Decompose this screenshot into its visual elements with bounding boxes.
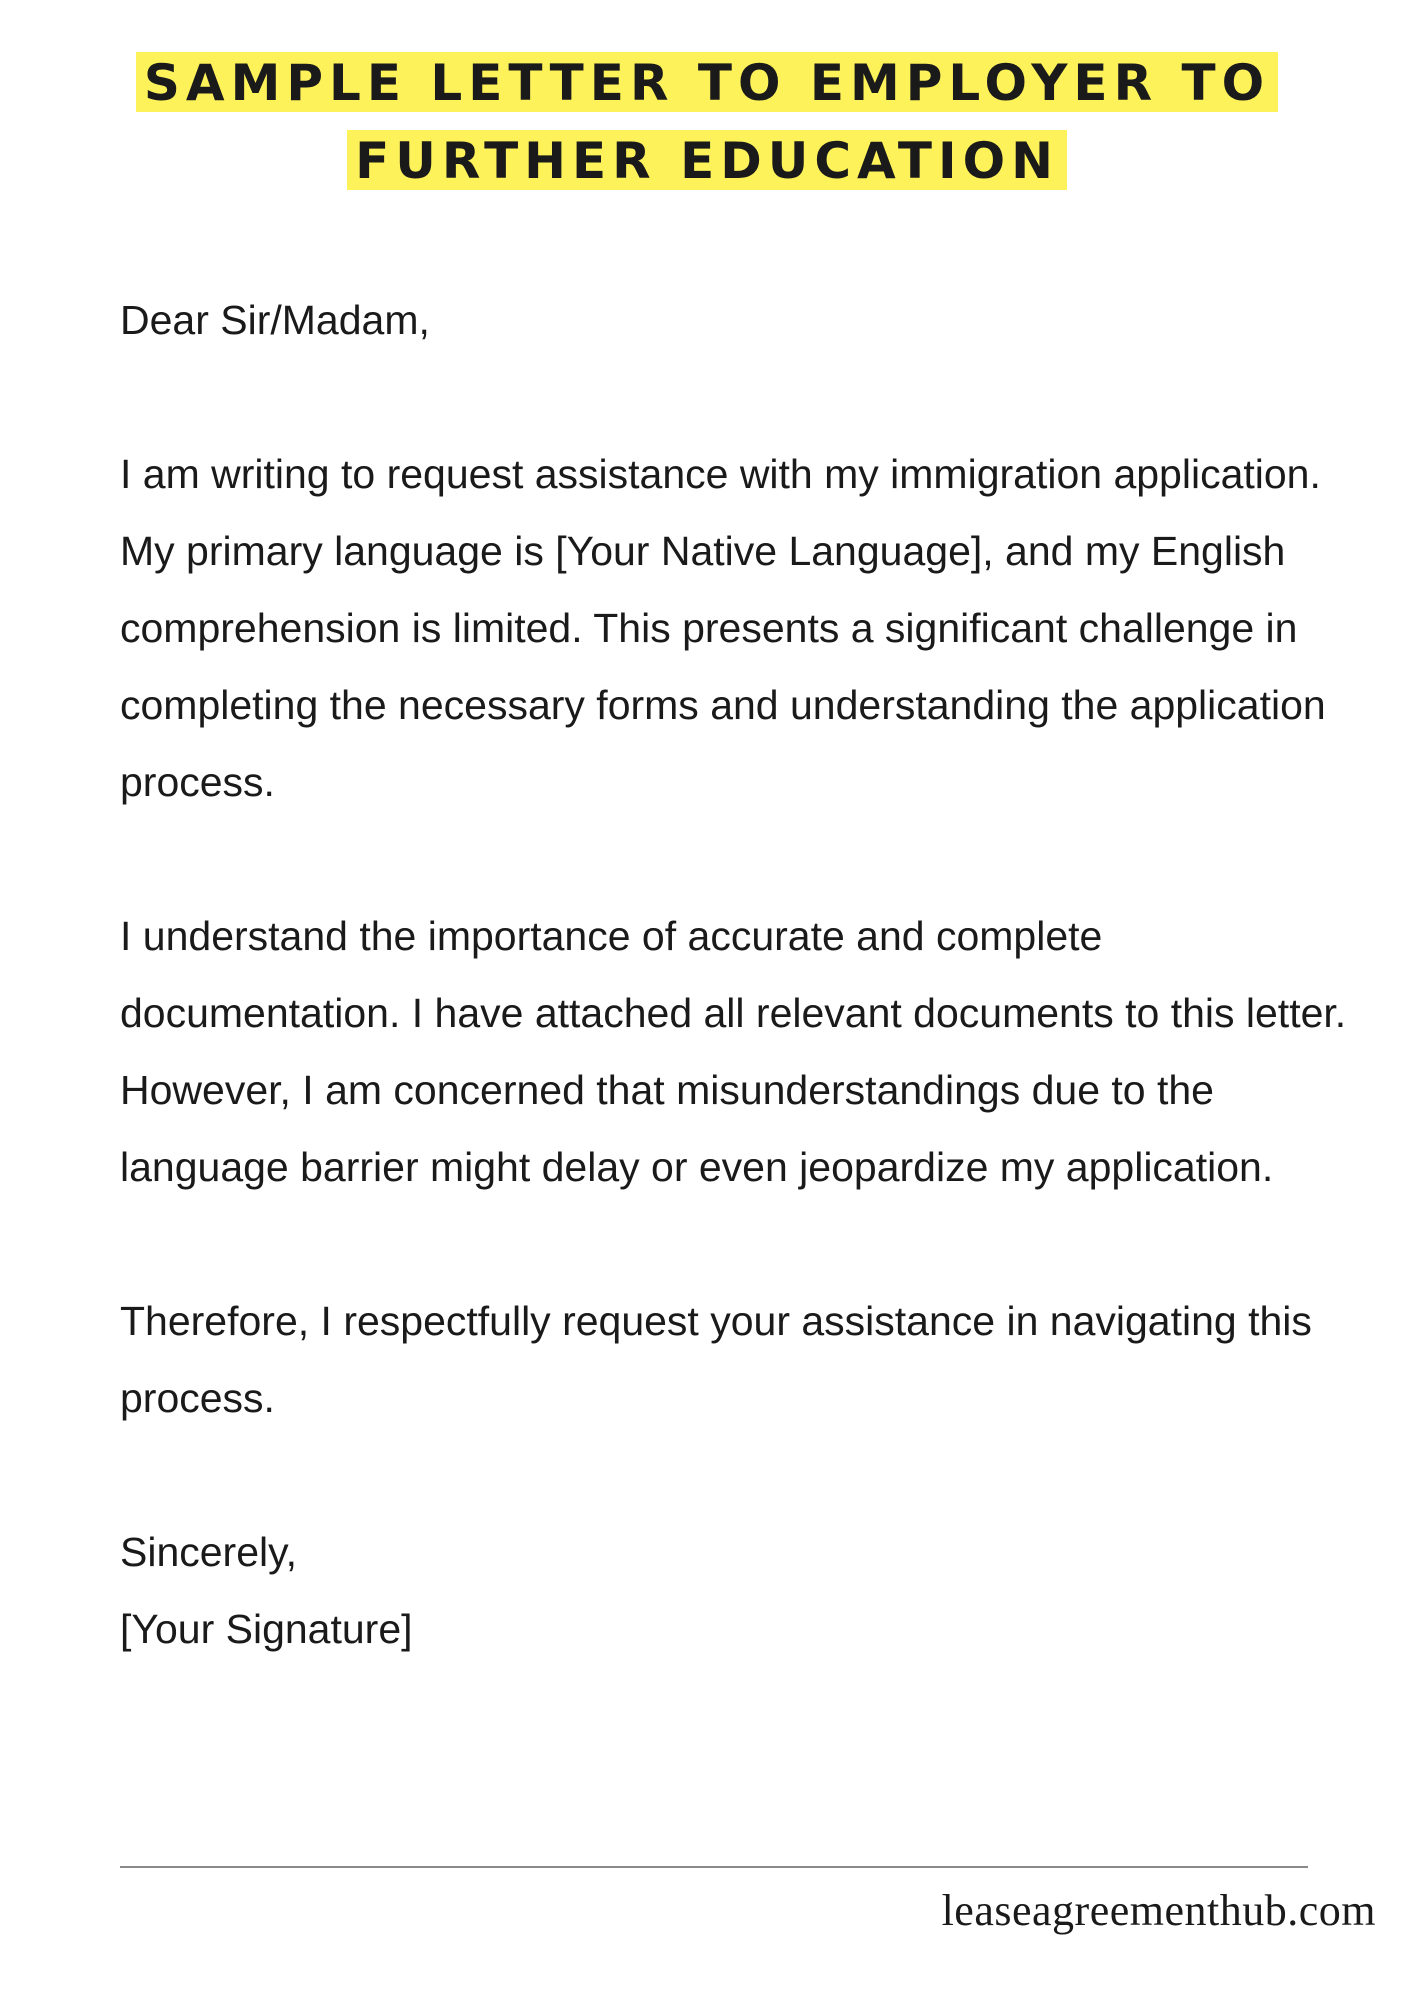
- closing-block: [120, 1514, 1360, 1668]
- paragraph-documentation: I understand the importance of accurate and complete documentation. I have attached all relevant documents to this letter. However, I am concerned that misunderstandings due to the language barrier might delay or even jeopardize my application.: [120, 913, 1347, 1190]
- footer-divider: [120, 1866, 1308, 1868]
- letter-body: [120, 282, 1360, 1668]
- paragraph-request: I am writing to request assistance with my immigration application. My primary language is [Your Native Language], and my English comprehension is limited. This presents a significant challenge in completing the necessary forms and understanding the application process.: [120, 451, 1326, 805]
- closing: Sincerely,: [120, 1529, 297, 1575]
- paragraph-closing-request: Therefore, I respectfully request your assistance in navigating this process.: [120, 1298, 1312, 1421]
- title-line-2: FURTHER EDUCATION: [347, 130, 1067, 190]
- footer-brand: leaseagreementhub.com: [941, 1886, 1376, 1935]
- salutation: Dear Sir/Madam,: [120, 297, 430, 343]
- title-line-1: SAMPLE LETTER TO EMPLOYER TO: [136, 52, 1278, 112]
- page-title: [0, 44, 1414, 200]
- signature-placeholder: [Your Signature]: [120, 1606, 413, 1652]
